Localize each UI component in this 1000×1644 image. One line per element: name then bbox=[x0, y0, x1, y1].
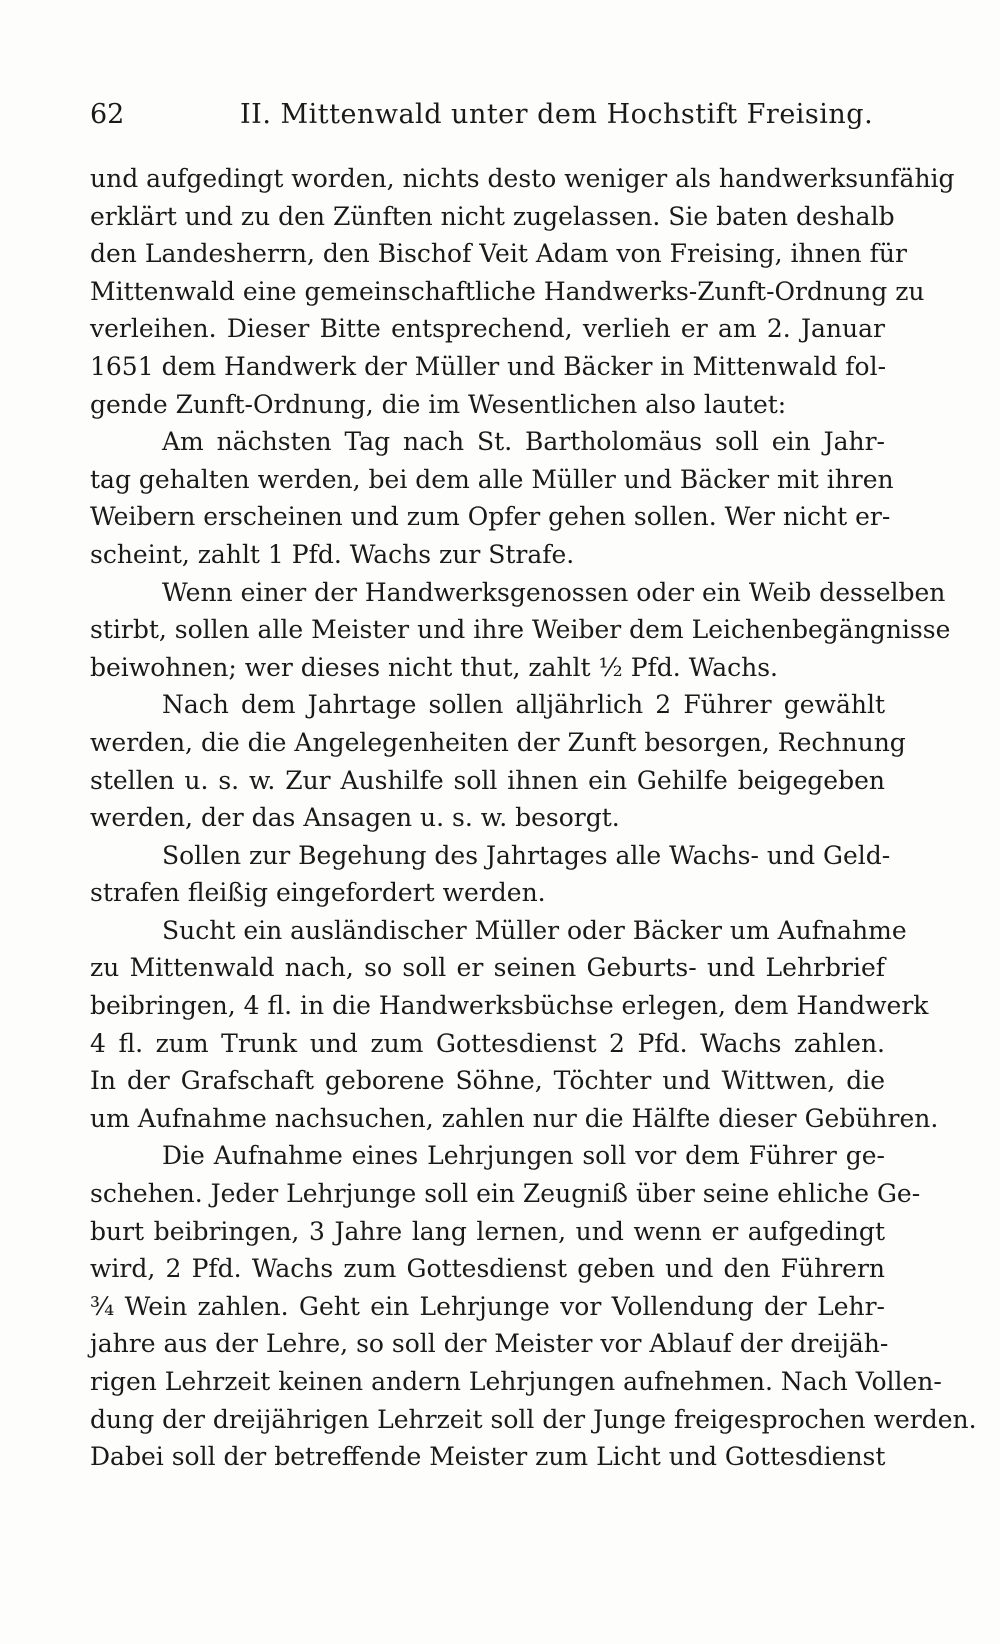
running-head bbox=[90, 90, 910, 140]
body-text bbox=[90, 160, 977, 1476]
text-line: scheint, zahlt 1 Pfd. Wachs zur Strafe. bbox=[90, 539, 575, 569]
text-line: Die Aufnahme eines Lehrjungen soll vor dem Führer ge- bbox=[162, 1141, 885, 1171]
page-number: 62 bbox=[90, 99, 125, 130]
text-line: In der Grafschaft geborene Söhne, Töchter und Wittwen, die bbox=[90, 1066, 885, 1096]
text-line: schehen. Jeder Lehrjunge soll ein Zeugniß über seine ehliche Ge- bbox=[90, 1179, 921, 1209]
text-line: jahre aus der Lehre, so soll der Meister vor Ablauf der dreijäh- bbox=[90, 1329, 889, 1359]
text-line: Weibern erscheinen und zum Opfer gehen sollen. Wer nicht er- bbox=[90, 502, 891, 532]
text-line: Sucht ein ausländischer Müller oder Bäcker um Aufnahme bbox=[162, 915, 907, 945]
text-line: wird, 2 Pfd. Wachs zum Gottesdienst geben und den Führern bbox=[90, 1254, 885, 1284]
text-line: stellen u. s. w. Zur Aushilfe soll ihnen ein Gehilfe beigegeben bbox=[90, 765, 885, 795]
text-line: 1651 dem Handwerk der Müller und Bäcker in Mittenwald fol- bbox=[90, 351, 887, 381]
text-line: 4 fl. zum Trunk und zum Gottesdienst 2 Pfd. Wachs zahlen. bbox=[90, 1028, 885, 1058]
text-line: Am nächsten Tag nach St. Bartholomäus soll ein Jahr- bbox=[162, 427, 885, 457]
text-line: Sollen zur Begehung des Jahrtages alle Wachs- und Geld- bbox=[162, 840, 891, 870]
text-line: und aufgedingt worden, nichts desto weniger als handwerksunfähig bbox=[90, 164, 955, 193]
text-line: verleihen. Dieser Bitte entsprechend, verlieh er am 2. Januar bbox=[90, 314, 885, 344]
text-line: zu Mittenwald nach, so soll er seinen Geburts- und Lehrbrief bbox=[90, 953, 885, 983]
text-line: werden, der das Ansagen u. s. w. besorgt. bbox=[90, 803, 620, 833]
text-line: dung der dreijährigen Lehrzeit soll der Junge freigesprochen werden. bbox=[90, 1404, 977, 1434]
text-line: stirbt, sollen alle Meister und ihre Weiber dem Leichenbegängnisse bbox=[90, 615, 951, 645]
text-line: strafen fleißig eingefordert werden. bbox=[90, 878, 546, 908]
text-line: erklärt und zu den Zünften nicht zugelassen. Sie baten deshalb bbox=[90, 201, 895, 231]
text-line: Nach dem Jahrtage sollen alljährlich 2 Führer gewählt bbox=[162, 690, 885, 720]
text-line: den Landesherrn, den Bischof Veit Adam von Freising, ihnen für bbox=[90, 239, 907, 269]
text-line: beiwohnen; wer dieses nicht thut, zahlt ½ Pfd. Wachs. bbox=[90, 652, 779, 682]
text-line: tag gehalten werden, bei dem alle Müller und Bäcker mit ihren bbox=[90, 464, 894, 494]
text-line: Mittenwald eine gemeinschaftliche Handwerks-Zunft-Ordnung zu bbox=[90, 276, 925, 306]
text-line: Dabei soll der betreffende Meister zum Licht und Gottesdienst bbox=[90, 1442, 886, 1472]
text-line: werden, die die Angelegenheiten der Zunft besorgen, Rechnung bbox=[90, 727, 906, 757]
text-line: Wenn einer der Handwerksgenossen oder ein Weib desselben bbox=[162, 577, 946, 607]
text-line: beibringen, 4 fl. in die Handwerksbüchse erlegen, dem Handwerk bbox=[90, 991, 929, 1021]
running-title: II. Mittenwald unter dem Hochstift Freising. bbox=[240, 99, 874, 130]
text-line: gende Zunft-Ordnung, die im Wesentlichen also lautet: bbox=[90, 389, 787, 419]
text-line: ¾ Wein zahlen. Geht ein Lehrjunge vor Vollendung der Lehr- bbox=[90, 1291, 885, 1321]
text-line: um Aufnahme nachsuchen, zahlen nur die Hälfte dieser Gebühren. bbox=[90, 1103, 939, 1133]
text-line: burt beibringen, 3 Jahre lang lernen, und wenn er aufgedingt bbox=[90, 1216, 885, 1246]
text-line: rigen Lehrzeit keinen andern Lehrjungen aufnehmen. Nach Vollen- bbox=[90, 1367, 942, 1396]
